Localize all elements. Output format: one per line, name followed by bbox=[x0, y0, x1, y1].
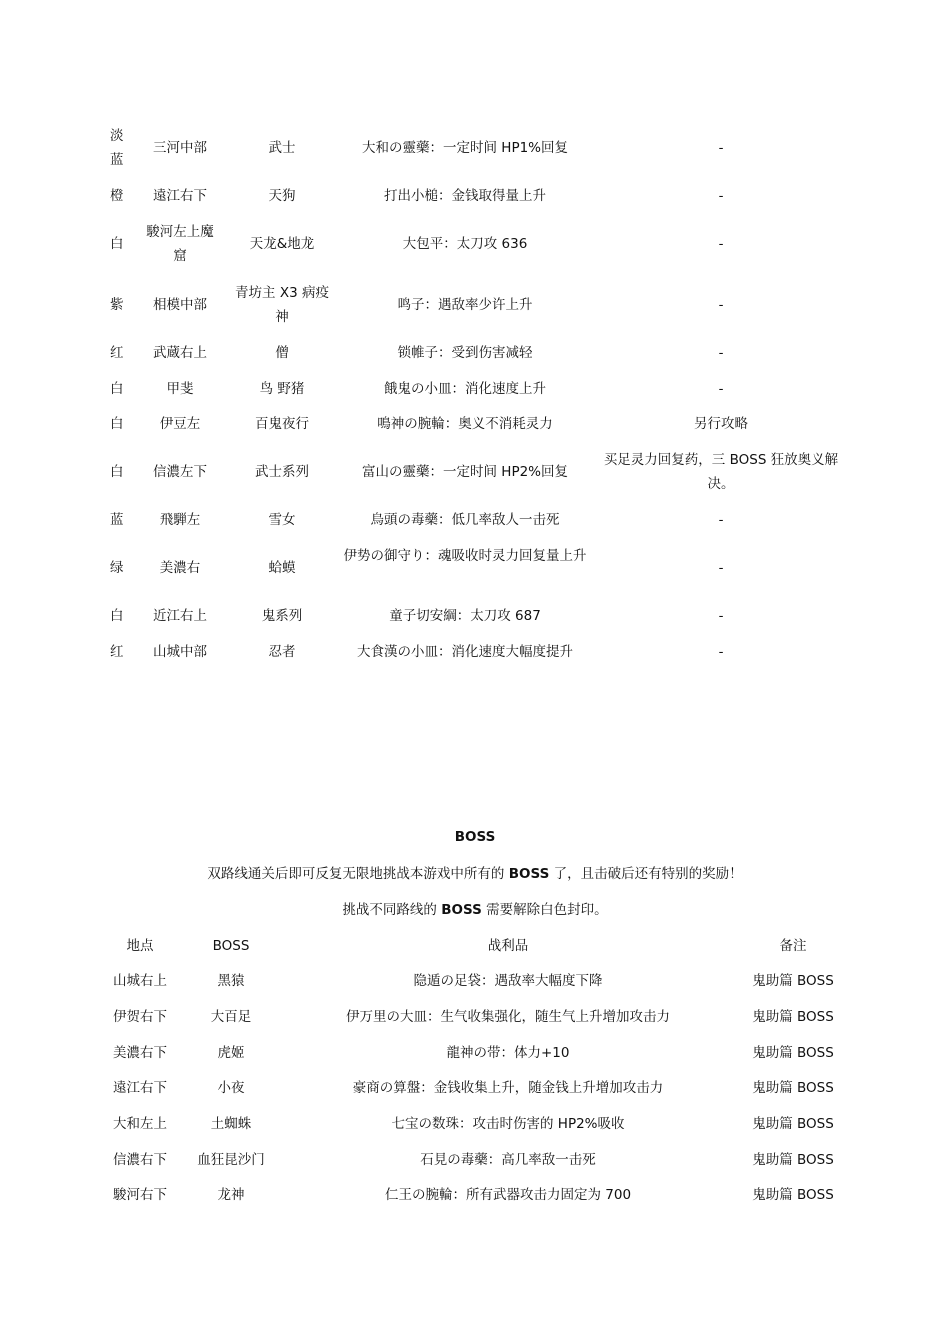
row-note: - bbox=[718, 188, 724, 204]
row-location: 飛騨左 bbox=[159, 512, 201, 528]
boss-row-reward: 石見の毒藥：高几率敌一击死 bbox=[420, 1152, 596, 1168]
row-enemy: 僧 bbox=[275, 345, 289, 361]
row-color: 绿 bbox=[110, 560, 124, 576]
row-color: 红 bbox=[110, 644, 124, 660]
intro-bold: BOSS bbox=[508, 866, 550, 882]
boss-row-name: 土蜘蛛 bbox=[210, 1116, 252, 1132]
row-reward: 餓鬼の小皿：消化速度上升 bbox=[384, 381, 546, 397]
row-reward: 大和の靈藥：一定时间 HP1%回复 bbox=[362, 140, 568, 156]
row-enemy: 青坊主 X3 病疫神 bbox=[235, 285, 329, 325]
row-enemy: 蛤蟆 bbox=[268, 560, 296, 576]
row-reward: 伊势の御守り：魂吸收时灵力回复量上升 bbox=[343, 548, 587, 564]
row-reward: 童子切安綱：太刀攻 687 bbox=[389, 608, 541, 624]
row-location: 山城中部 bbox=[153, 644, 207, 660]
row-location: 甲斐 bbox=[166, 381, 194, 397]
row-note: - bbox=[718, 236, 724, 252]
row-reward: 富山の靈藥：一定时间 HP2%回复 bbox=[362, 464, 568, 480]
row-enemy: 武士系列 bbox=[255, 464, 309, 480]
row-color: 淡蓝 bbox=[110, 128, 124, 168]
boss-row-location: 山城右上 bbox=[113, 973, 167, 989]
row-enemy: 雪女 bbox=[268, 512, 296, 528]
row-location: 信濃左下 bbox=[153, 464, 207, 480]
row-note: - bbox=[718, 560, 724, 576]
boss-row-location: 信濃右下 bbox=[113, 1152, 167, 1168]
header-location: 地点 bbox=[126, 938, 154, 954]
intro-bold: BOSS bbox=[441, 902, 482, 918]
boss-row-name: 黑猿 bbox=[217, 973, 245, 989]
row-enemy: 忍者 bbox=[268, 644, 296, 660]
row-note: - bbox=[718, 608, 724, 624]
row-enemy: 天龙&地龙 bbox=[249, 236, 315, 252]
boss-row-note: 鬼助篇 BOSS bbox=[752, 1009, 834, 1025]
row-color: 蓝 bbox=[110, 512, 124, 528]
boss-row-reward: 伊万里の大皿：生气收集强化，随生气上升增加攻击力 bbox=[346, 1009, 670, 1025]
boss-row-reward: 仁王の腕輪：所有武器攻击力固定为 700 bbox=[384, 1187, 632, 1203]
row-enemy: 鸟 野猪 bbox=[259, 381, 305, 397]
boss-row-name: 小夜 bbox=[217, 1080, 245, 1096]
boss-row-location: 遠江右下 bbox=[113, 1080, 167, 1096]
boss-row-note: 鬼助篇 BOSS bbox=[752, 1152, 834, 1168]
row-note: - bbox=[718, 381, 724, 397]
intro-text: 了，且击破后还有特别的奖励！ bbox=[549, 866, 743, 882]
row-color: 白 bbox=[110, 416, 124, 432]
boss-row-name: 虎姬 bbox=[217, 1045, 245, 1061]
row-enemy: 百鬼夜行 bbox=[255, 416, 309, 432]
row-color: 红 bbox=[110, 345, 124, 361]
boss-heading: BOSS bbox=[454, 829, 496, 845]
row-location: 武蔵右上 bbox=[153, 345, 207, 361]
row-reward: 鸣子：遇敌率少许上升 bbox=[397, 297, 533, 313]
header-note: 备注 bbox=[779, 938, 807, 954]
row-note: - bbox=[718, 140, 724, 156]
row-location: 近江右上 bbox=[153, 608, 207, 624]
row-color: 橙 bbox=[110, 188, 124, 204]
boss-row-note: 鬼助篇 BOSS bbox=[752, 1045, 834, 1061]
boss-row-location: 伊贺右下 bbox=[113, 1009, 167, 1025]
row-reward: 鳴神の腕輪：奥义不消耗灵力 bbox=[377, 416, 553, 432]
row-color: 白 bbox=[110, 464, 124, 480]
row-color: 紫 bbox=[110, 297, 124, 313]
boss-row-name: 大百足 bbox=[210, 1009, 252, 1025]
row-reward: 锁帷子：受到伤害减轻 bbox=[397, 345, 533, 361]
boss-row-note: 鬼助篇 BOSS bbox=[752, 973, 834, 989]
row-note: - bbox=[718, 512, 724, 528]
boss-row-name: 龙神 bbox=[217, 1187, 245, 1203]
header-boss: BOSS bbox=[212, 938, 250, 954]
row-location: 伊豆左 bbox=[159, 416, 201, 432]
boss-row-reward: 七宝の数珠：攻击时伤害的 HP2%吸收 bbox=[391, 1116, 625, 1132]
row-reward: 大食漢の小皿：消化速度大幅度提升 bbox=[357, 644, 573, 660]
row-enemy: 天狗 bbox=[268, 188, 296, 204]
row-reward: 打出小槌：金钱取得量上升 bbox=[384, 188, 546, 204]
boss-row-reward: 龍神の带：体力+10 bbox=[446, 1045, 570, 1061]
boss-row-location: 大和左上 bbox=[113, 1116, 167, 1132]
boss-row-note: 鬼助篇 BOSS bbox=[752, 1187, 834, 1203]
row-color: 白 bbox=[110, 608, 124, 624]
boss-row-reward: 隐遁の足袋：遇敌率大幅度下降 bbox=[413, 973, 603, 989]
row-reward: 烏頭の毒藥：低几率敌人一击死 bbox=[370, 512, 560, 528]
row-note: - bbox=[718, 644, 724, 660]
boss-row-reward: 豪商の算盤：金钱收集上升，随金钱上升增加攻击力 bbox=[352, 1080, 664, 1096]
row-note: - bbox=[718, 345, 724, 361]
row-location: 相模中部 bbox=[153, 297, 207, 313]
boss-row-name: 血狂昆沙门 bbox=[197, 1152, 265, 1168]
boss-row-location: 美濃右下 bbox=[113, 1045, 167, 1061]
boss-row-location: 駿河右下 bbox=[113, 1187, 167, 1203]
row-color: 白 bbox=[110, 381, 124, 397]
row-note: 另行攻略 bbox=[694, 416, 748, 432]
boss-intro-line-2 bbox=[0, 898, 950, 922]
row-location: 美濃右 bbox=[159, 560, 201, 576]
boss-row-note: 鬼助篇 BOSS bbox=[752, 1116, 834, 1132]
row-enemy: 鬼系列 bbox=[261, 608, 303, 624]
header-reward: 战利品 bbox=[487, 938, 529, 954]
intro-text: 需要解除白色封印。 bbox=[481, 902, 608, 918]
row-note: 买足灵力回复药，三 BOSS 狂放奥义解决。 bbox=[603, 452, 839, 492]
row-location: 三河中部 bbox=[153, 140, 207, 156]
row-color: 白 bbox=[110, 236, 124, 252]
boss-intro-line-1 bbox=[0, 862, 950, 886]
row-reward: 大包平：太刀攻 636 bbox=[402, 236, 528, 252]
row-note: - bbox=[718, 297, 724, 313]
row-enemy: 武士 bbox=[268, 140, 296, 156]
intro-text: 挑战不同路线的 bbox=[342, 902, 442, 918]
boss-row-note: 鬼助篇 BOSS bbox=[752, 1080, 834, 1096]
row-location: 駿河左上魔窟 bbox=[146, 224, 214, 264]
row-location: 遠江右下 bbox=[153, 188, 207, 204]
intro-text: 双路线通关后即可反复无限地挑战本游戏中所有的 bbox=[207, 866, 509, 882]
